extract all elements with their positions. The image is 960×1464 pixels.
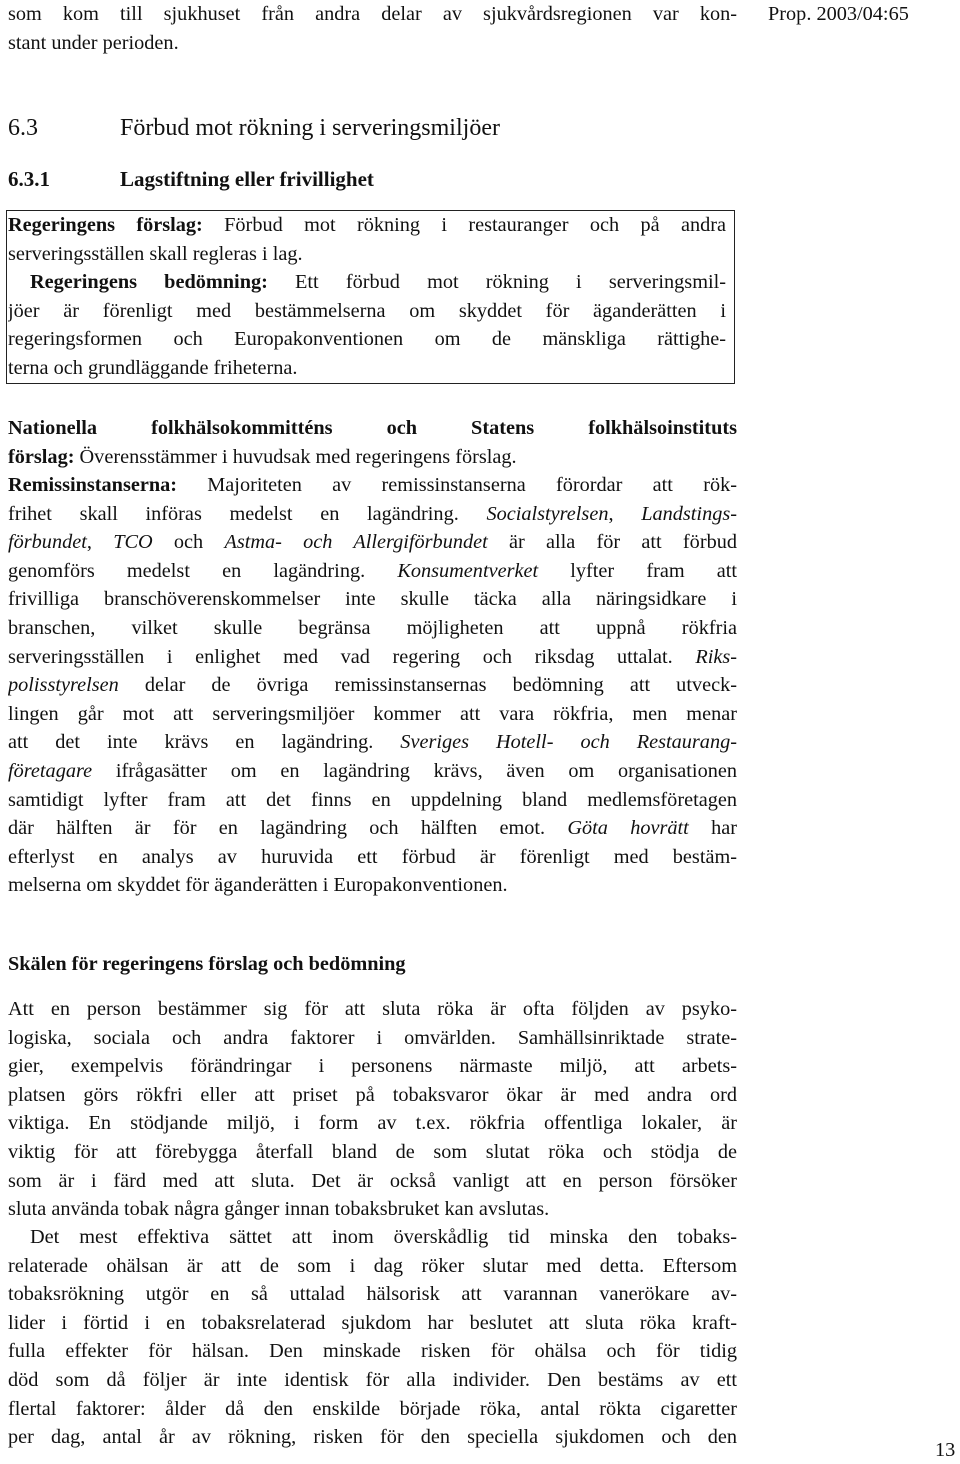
committee-paragraph [8, 414, 737, 471]
reasons-line: flertal faktorer: ålder då den enskilde började röka, antal rökta cigaretter [8, 1397, 737, 1420]
assessment-line: terna och grundläggande friheterna. [8, 356, 298, 379]
reasons-line: viktiga. En stödjande miljö, i form av t.ex. rökfria offentliga lokaler, är [8, 1112, 737, 1135]
consultation-line: polisstyrelsen delar de övriga remissinstansernas bedömning att utveck- [8, 674, 737, 697]
consultation-line: serveringsställen i enlighet med vad regering och riksdag uttalat. Riks- [8, 645, 737, 668]
reasons-line: per dag, antal år av rökning, risken för den speciella sjukdomen och den [8, 1426, 737, 1449]
subsection-heading [8, 165, 374, 193]
reasons-line: viktig för att förebygga återfall bland de som slutat röka och stödja de [8, 1140, 737, 1163]
header-line: som kom till sjukhuset från andra delar av sjukvårdsregionen var kon- [8, 3, 737, 25]
section-heading [8, 113, 500, 143]
reasons-paragraph-1 [8, 995, 737, 1224]
header-line: stant under perioden. [8, 31, 179, 54]
subsection-number: 6.3.1 [8, 167, 50, 191]
bedomning-label: Regeringens bedömning: [30, 271, 268, 294]
reasons-line: tobaksrökning utgör en så uttalad hälsorisk att varannan vanerökare av- [8, 1283, 737, 1306]
section-number: 6.3 [8, 115, 38, 141]
consultation-line: förbundet, TCO och Astma- och Allergiförbundet är alla för att förbud [8, 531, 737, 554]
reasons-line: som är i färd med att sluta. Det är också vanligt att en person försöker [8, 1169, 737, 1192]
reasons-line: relaterade ohälsan är att de som i dag röker slutar med detta. Eftersom [8, 1254, 737, 1277]
reasons-line: sluta använda tobak några gånger innan tobaksbruket kan avslutas. [8, 1198, 550, 1221]
committee-line: Nationella folkhälsokommitténs och Statens folkhälsoinstituts [8, 417, 737, 439]
consultation-line: samtidigt lyfter fram att det finns en uppdelning bland medlemsföretagen [8, 788, 737, 811]
forslag-label: Regeringens förslag: [8, 214, 203, 236]
reasons-line: fulla effekter för hälsan. Den minskade risken för ohälsa och för tidig [8, 1340, 737, 1363]
consultation-line: melserna om skyddet för äganderätten i Europakonventionen. [8, 874, 508, 897]
assessment-line: jöer är förenligt med bestämmelserna om skyddet för äganderätten i [8, 299, 726, 322]
assessment-line: Regeringens bedömning: Ett förbud mot rökning i serveringsmil- [30, 271, 726, 294]
consultation-line: frihet skall införas medelst en lagändring. Socialstyrelsen, Landstings- [8, 502, 737, 525]
reasons-line: död som då följer är inte identisk för alla individer. Den bestäms av ett [8, 1368, 737, 1391]
consultation-line: efterlyst en analys av huruvida ett förbud är förenligt med bestäm- [8, 845, 737, 868]
consultation-line: lingen går mot att serveringsmiljöer kommer att vara rökfria, men menar [8, 702, 737, 725]
reasons-heading: Skälen för regeringens förslag och bedömning [8, 953, 406, 975]
subsection-title: Lagstiftning eller frivillighet [120, 167, 374, 191]
reasons-line: lider i förtid i en tobaksrelaterad sjukdom har beslutet att sluta röka kraft- [8, 1311, 737, 1334]
consultation-line: branschen, vilket skulle begränsa möjligheten att uppnå rökfria [8, 616, 737, 639]
proposal-line: serveringsställen skall regleras i lag. [8, 242, 303, 265]
proposal-box-text [8, 211, 726, 383]
consultation-line: att det inte krävs en lagändring. Sveriges Hotell- och Restaurang- [8, 731, 737, 754]
assessment-line: regeringsformen och Europakonventionen om de mänskliga rättighe- [8, 328, 726, 351]
reasons-line: logiska, sociala och andra faktorer i omvärlden. Samhällsinriktade strate- [8, 1026, 737, 1049]
document-reference: Prop. 2003/04:65 [768, 3, 909, 25]
consultation-line: genomförs medelst en lagändring. Konsumentverket lyfter fram att [8, 559, 737, 582]
reasons-line: gier, exempelvis förändringar i personens närmaste miljö, att arbets- [8, 1055, 737, 1078]
consultation-line: Remissinstanserna: Majoriteten av remissinstanserna förordar att rök- [8, 474, 737, 496]
reasons-line: Att en person bestämmer sig för att sluta röka är ofta följden av psyko- [8, 998, 737, 1020]
consultation-line: frivilliga branschöverenskommelser inte skulle täcka alla näringsidkare i [8, 588, 737, 611]
reasons-line: platsen görs rökfri eller att priset på tobaksvaror ökar är med andra ord [8, 1083, 737, 1106]
consultation-line: företagare ifrågasätter om en lagändring krävs, även om organisationen [8, 759, 737, 782]
consultation-paragraph [8, 471, 737, 900]
page-number: 13 [935, 1439, 956, 1461]
committee-line: förslag: Överensstämmer i huvudsak med regeringens förslag. [8, 445, 517, 468]
reasons-paragraph-2 [8, 1223, 737, 1452]
section-title: Förbud mot rökning i serveringsmiljöer [120, 115, 500, 141]
reasons-line: Det mest effektiva sättet att inom överskådlig tid minska den tobaks- [30, 1226, 737, 1248]
running-header-text [8, 0, 737, 57]
consultation-line: där hälften är för en lagändring och hälften emot. Göta hovrätt har [8, 817, 737, 840]
proposal-line: Regeringens förslag: Förbud mot rökning i restauranger och på andra [8, 214, 726, 236]
